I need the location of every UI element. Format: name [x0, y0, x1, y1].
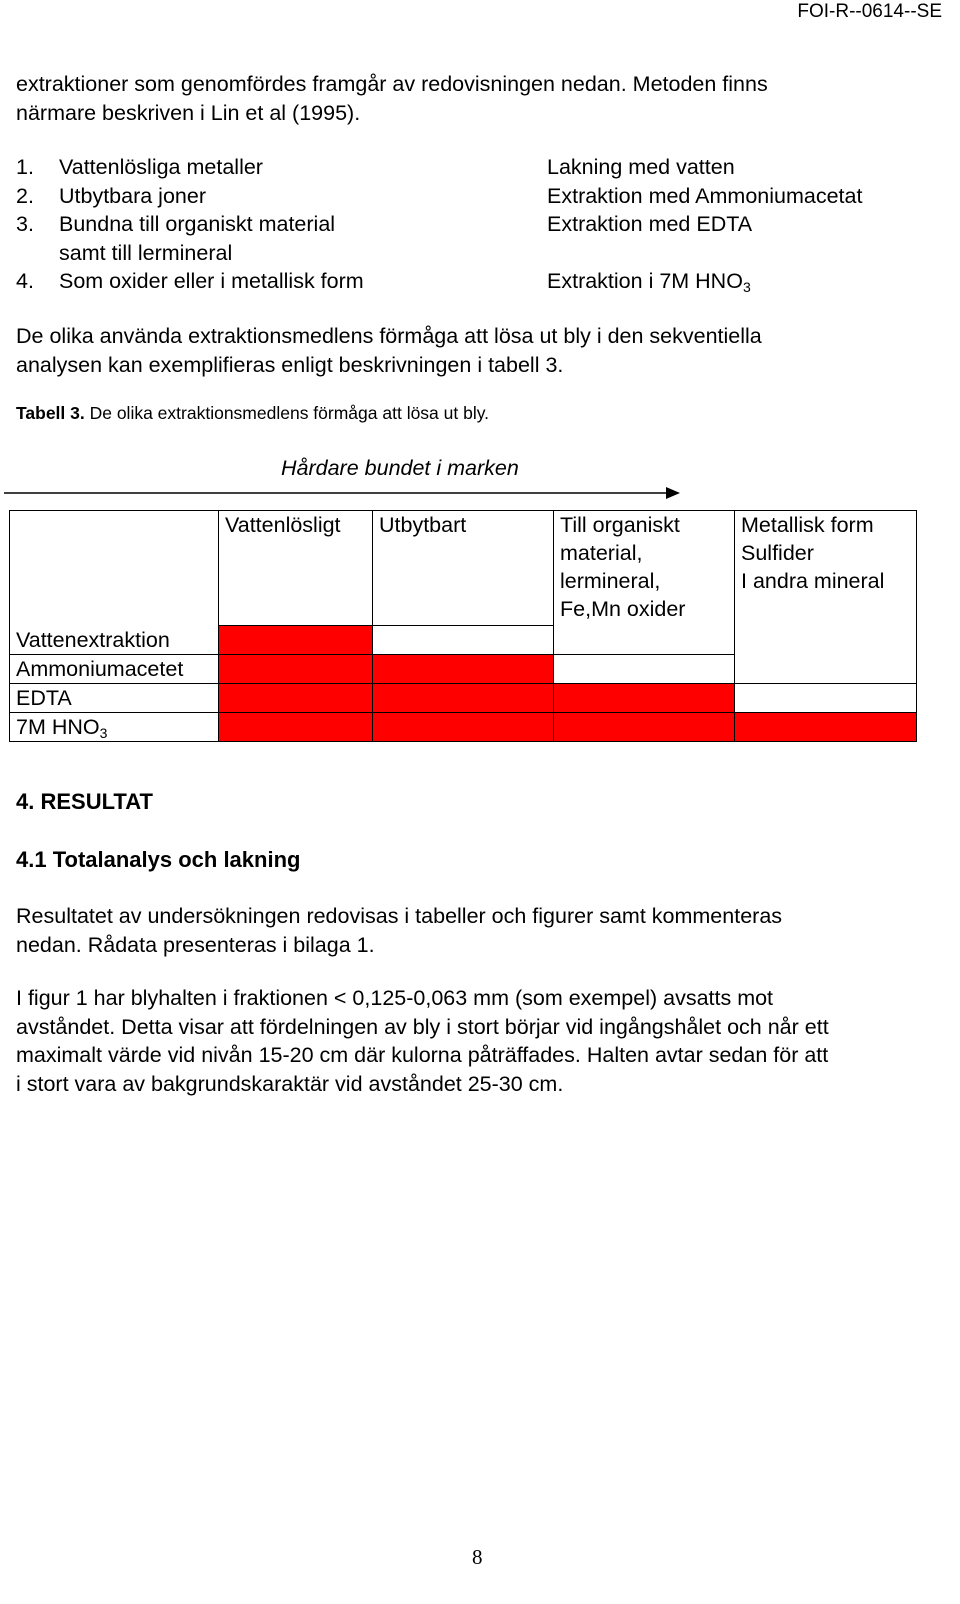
text-line: närmare beskriven i Lin et al (1995). [16, 100, 361, 125]
filled-cell [554, 684, 735, 713]
text-line: De olika använda extraktionsmedlens förmåga att lösa ut bly i den sekventiella [16, 324, 762, 348]
text-line: extraktioner som genomfördes framgår av redovisningen nedan. Metoden finns [16, 72, 768, 96]
caption-label: Tabell 3. [16, 403, 85, 423]
document-id: FOI-R--0614--SE [797, 1, 942, 22]
empty-cell [735, 684, 917, 713]
text-line: analysen kan exemplifieras enligt beskrivningen i tabell 3. [16, 352, 564, 377]
list-item-continuation [16, 239, 936, 268]
header-line: Till organiskt [560, 513, 680, 537]
extraction-steps-list [16, 153, 936, 296]
list-item [16, 267, 936, 296]
subscript: 3 [742, 279, 751, 295]
column-header [735, 511, 917, 684]
paragraph [16, 902, 782, 959]
paragraph [16, 322, 762, 379]
row-label-cell [10, 713, 219, 742]
header-line: Utbytbart [379, 513, 467, 537]
row-label-cell [10, 511, 219, 655]
header-line: Fe,Mn oxider [560, 597, 686, 621]
list-number: 1. [16, 155, 34, 179]
subscript: 3 [99, 725, 108, 741]
page-number: 8 [472, 1545, 483, 1569]
table-header-row [10, 511, 917, 626]
direction-arrow [4, 485, 684, 501]
list-method: Extraktion med EDTA [547, 212, 753, 236]
list-item [16, 182, 936, 211]
column-header [219, 511, 373, 626]
header-line: Metallisk form [741, 513, 874, 537]
header-line: material, [560, 541, 643, 565]
arrow-label: Hårdare bundet i marken [281, 456, 519, 480]
list-text: Utbytbara joner [59, 183, 206, 208]
table-row [10, 713, 917, 742]
table-row [10, 684, 917, 713]
list-item [16, 153, 936, 182]
column-header [373, 511, 554, 626]
header-line: lermineral, [560, 569, 661, 593]
text-line: Resultatet av undersökningen redovisas i tabeller och figurer samt kommenteras [16, 904, 783, 928]
list-method [547, 267, 751, 296]
list-text: Vattenlösliga metaller [59, 155, 263, 179]
row-label: 7M HNO [16, 715, 100, 739]
filled-cell [219, 684, 373, 713]
filled-cell [554, 713, 735, 742]
intro-paragraph [16, 70, 768, 127]
empty-cell [373, 626, 554, 655]
filled-cell [373, 684, 554, 713]
header-line: I andra mineral [741, 569, 885, 593]
filled-cell [373, 655, 554, 684]
list-number: 2. [16, 183, 34, 208]
row-label-cell [10, 655, 219, 684]
column-header [554, 511, 735, 655]
list-text: Bundna till organiskt material [59, 212, 336, 236]
list-method: Lakning med vatten [547, 155, 735, 179]
method-text: Extraktion i 7M HNO [547, 269, 743, 293]
row-label-cell [10, 684, 219, 713]
filled-cell [219, 626, 373, 655]
subsection-heading: 4.1 Totalanalys och lakning [16, 847, 301, 872]
list-number: 4. [16, 269, 34, 293]
text-line: nedan. Rådata presenteras i bilaga 1. [16, 932, 375, 957]
section-heading: 4. RESULTAT [16, 789, 153, 814]
extraction-table [9, 510, 917, 742]
row-label: Ammoniumacetet [16, 657, 184, 681]
text-line: maximalt värde vid nivån 15-20 cm där kulorna påträffades. Halten avtar sedan för att [16, 1043, 829, 1067]
list-text: samt till lermineral [59, 240, 233, 265]
text-line: avståndet. Detta visar att fördelningen av bly i stort börjar vid ingångshålet och når ett [16, 1014, 829, 1039]
filled-cell [219, 713, 373, 742]
header-line: Sulfider [741, 541, 814, 565]
arrow-head [666, 487, 680, 499]
caption-text: De olika extraktionsmedlens förmåga att lösa ut bly. [84, 403, 490, 423]
filled-cell [219, 655, 373, 684]
empty-cell [554, 655, 735, 684]
list-text: Som oxider eller i metallisk form [59, 269, 364, 293]
list-item [16, 210, 936, 239]
list-number: 3. [16, 212, 34, 236]
text-line: i stort vara av bakgrundskaraktär vid avståndet 25-30 cm. [16, 1071, 564, 1096]
text-line: I figur 1 har blyhalten i fraktionen < 0,125-0,063 mm (som exempel) avsatts mot [16, 986, 774, 1010]
row-label: EDTA [16, 686, 72, 710]
paragraph [16, 984, 829, 1098]
filled-cell [373, 713, 554, 742]
header-line: Vattenlösligt [225, 513, 341, 537]
filled-cell [735, 713, 917, 742]
table-caption [16, 402, 489, 424]
row-label: Vattenextraktion [16, 628, 170, 652]
list-method: Extraktion med Ammoniumacetat [547, 183, 863, 208]
